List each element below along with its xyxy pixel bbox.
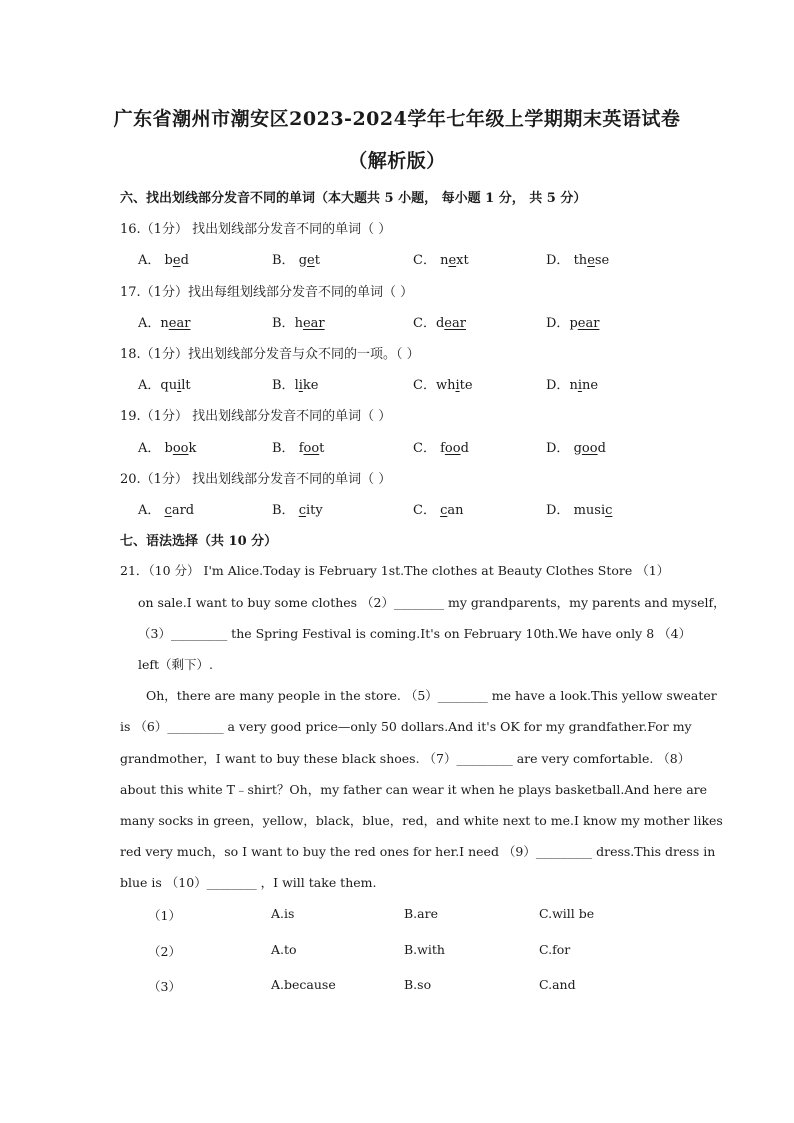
answer-choice-c: C.for xyxy=(539,942,571,957)
answer-choice-a: A.is xyxy=(271,906,295,921)
option-a: A．near xyxy=(138,316,191,331)
answer-number: （3） xyxy=(148,979,181,994)
passage-line: Oh，there are many people in the store. （5）________ me have a look.This yellow sweater xyxy=(146,688,717,703)
option-b: B． city xyxy=(272,503,323,518)
option-b: B．hear xyxy=(272,316,325,331)
option-d: D． these xyxy=(546,253,610,268)
question-19-stem: 19.（1分） 找出划线部分发音不同的单词（ ） xyxy=(120,409,392,424)
option-c: C．white xyxy=(413,378,473,393)
exam-subtitle: （解析版） xyxy=(348,150,446,172)
option-a: A．quilt xyxy=(138,378,191,393)
question-20-stem: 20.（1分） 找出划线部分发音不同的单词（ ） xyxy=(120,472,392,487)
answer-choice-b: B.so xyxy=(404,977,432,992)
passage-line: 21．（10 分） I'm Alice.Today is February 1st.The clothes at Beauty Clothes Store （1） xyxy=(120,563,670,578)
exam-title: 广东省潮州市潮安区2023-2024学年七年级上学期期末英语试卷 xyxy=(113,108,681,130)
answer-number: （1） xyxy=(148,908,181,923)
question-19-options xyxy=(138,437,678,457)
passage-line: about this white T﹣shirt？Oh，my father can wear it when he plays basketball.And here are xyxy=(120,782,708,797)
passage-line: on sale.I want to buy some clothes （2）________ my grandparents，my parents and myself， xyxy=(138,595,726,610)
answer-row-1 xyxy=(148,906,648,926)
option-b: B． get xyxy=(272,253,320,268)
question-20-options xyxy=(138,499,678,519)
answer-choice-c: C.will be xyxy=(539,906,595,921)
question-18-stem: 18.（1分）找出划线部分发音与众不同的一项。（ ） xyxy=(120,347,420,362)
option-c: C．dear xyxy=(413,316,466,331)
answer-choice-b: B.are xyxy=(404,906,438,921)
passage-line: （3）_________ the Spring Festival is coming.It's on February 10th.We have only 8 （4） xyxy=(138,626,692,641)
answer-choice-a: A.because xyxy=(271,977,336,992)
option-d: D． good xyxy=(546,441,606,456)
question-16-options xyxy=(138,249,678,269)
passage-line: many socks in green，yellow，black，blue，red，and white next to me.I know my mother likes xyxy=(120,813,723,828)
section-7-heading: 七、语法选择（共 10 分） xyxy=(120,534,278,549)
answer-row-3 xyxy=(148,977,648,997)
option-b: B．like xyxy=(272,378,319,393)
option-d: D．pear xyxy=(546,316,600,331)
option-d: D．nine xyxy=(546,378,599,393)
passage-line: blue is （10）________ ，I will take them. xyxy=(120,875,377,890)
answer-row-2 xyxy=(148,942,648,962)
passage-line: grandmother，I want to buy these black shoes. （7）_________ are very comfortable. （8） xyxy=(120,751,691,766)
option-d: D． music xyxy=(546,503,613,518)
option-c: C． food xyxy=(413,441,469,456)
answer-choice-b: B.with xyxy=(404,942,445,957)
question-17-options xyxy=(138,312,678,332)
option-b: B． foot xyxy=(272,441,325,456)
question-18-options xyxy=(138,374,678,394)
option-c: C． can xyxy=(413,503,464,518)
option-a: A． book xyxy=(138,441,197,456)
answer-number: （2） xyxy=(148,944,181,959)
passage-line: is （6）_________ a very good price—only 50 dollars.And it's OK for my grandfather.For my xyxy=(120,719,692,734)
answer-choice-a: A.to xyxy=(271,942,297,957)
question-16-stem: 16.（1分） 找出划线部分发音不同的单词（ ） xyxy=(120,222,392,237)
passage-line: red very much，so I want to buy the red ones for her.I need （9）_________ dress.This dress in xyxy=(120,844,716,859)
question-17-stem: 17.（1分）找出每组划线部分发音不同的单词（ ） xyxy=(120,285,414,300)
answer-choice-c: C.and xyxy=(539,977,576,992)
passage-line: left（剩下）. xyxy=(138,657,214,672)
option-a: A． card xyxy=(138,503,195,518)
section-6-heading: 六、找出划线部分发音不同的单词（本大题共 5 小题， 每小题 1 分， 共 5 分） xyxy=(120,191,587,206)
option-c: C． next xyxy=(413,253,469,268)
option-a: A． bed xyxy=(138,253,189,268)
